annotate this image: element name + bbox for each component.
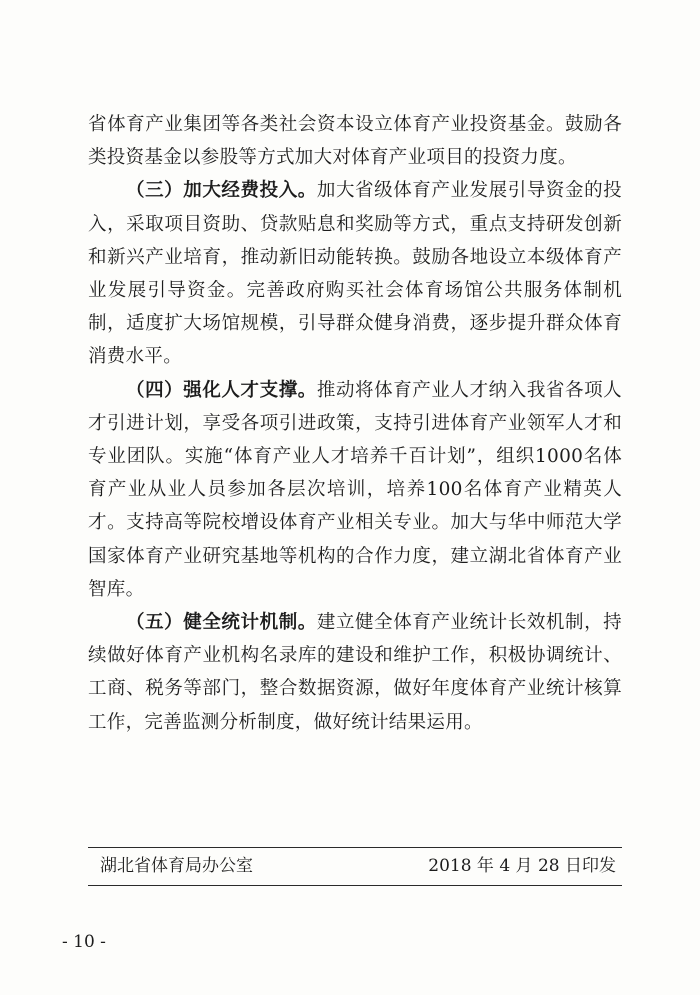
- section-5-heading: （五）健全统计机制。: [126, 612, 317, 634]
- section-3-text: 加大省级体育产业发展引导资金的投入，采取项目资助、贷款贴息和奖励等方式，重点支持研发创新和新兴产业培育，推动新旧动能转换。鼓励各地设立本级体育产业发展引导资金。完善政府购买社会体育场馆公共服务体制机制，适度扩大场馆规模，引导群众健身消费，逐步提升群众体育消费水平。: [88, 180, 622, 368]
- body-text: [88, 108, 622, 739]
- footer: [100, 853, 616, 879]
- page-number: - 10 -: [62, 932, 106, 952]
- section-3-heading: （三）加大经费投入。: [126, 180, 317, 202]
- section-5-text: 建立健全体育产业统计长效机制，持续做好体育产业机构名录库的建设和维护工作，积极协调统计、工商、税务等部门，整合数据资源，做好年度体育产业统计核算工作，完善监测分析制度，做好统计结果运用。: [88, 612, 622, 733]
- section-3-paragraph: [88, 174, 622, 373]
- footer-print-date: 2018 年 4 月 28 日印发: [428, 856, 616, 876]
- section-4-text: 推动将体育产业人才纳入我省各项人才引进计划，享受各项引进政策，支持引进体育产业领军人才和专业团队。实施“体育产业人才培养千百计划”，组织1000名体育产业从业人员参加各层次培训，培养100名体育产业精英人才。支持高等院校增设体育产业相关专业。加大与华中师范大学国家体育产业研究基地等机构的合作力度，建立湖北省体育产业智库。: [88, 379, 622, 600]
- section-4-paragraph: [88, 374, 622, 606]
- paragraph-continuation: 省体育产业集团等各类社会资本设立体育产业投资基金。鼓励各类投资基金以参股等方式加大对体育产业项目的投资力度。: [88, 114, 622, 169]
- footer-top-rule: [88, 847, 622, 848]
- section-5-paragraph: [88, 606, 622, 739]
- footer-bottom-rule: [88, 885, 622, 886]
- section-4-heading: （四）强化人才支撑。: [126, 379, 317, 401]
- footer-issuer: 湖北省体育局办公室: [100, 856, 253, 876]
